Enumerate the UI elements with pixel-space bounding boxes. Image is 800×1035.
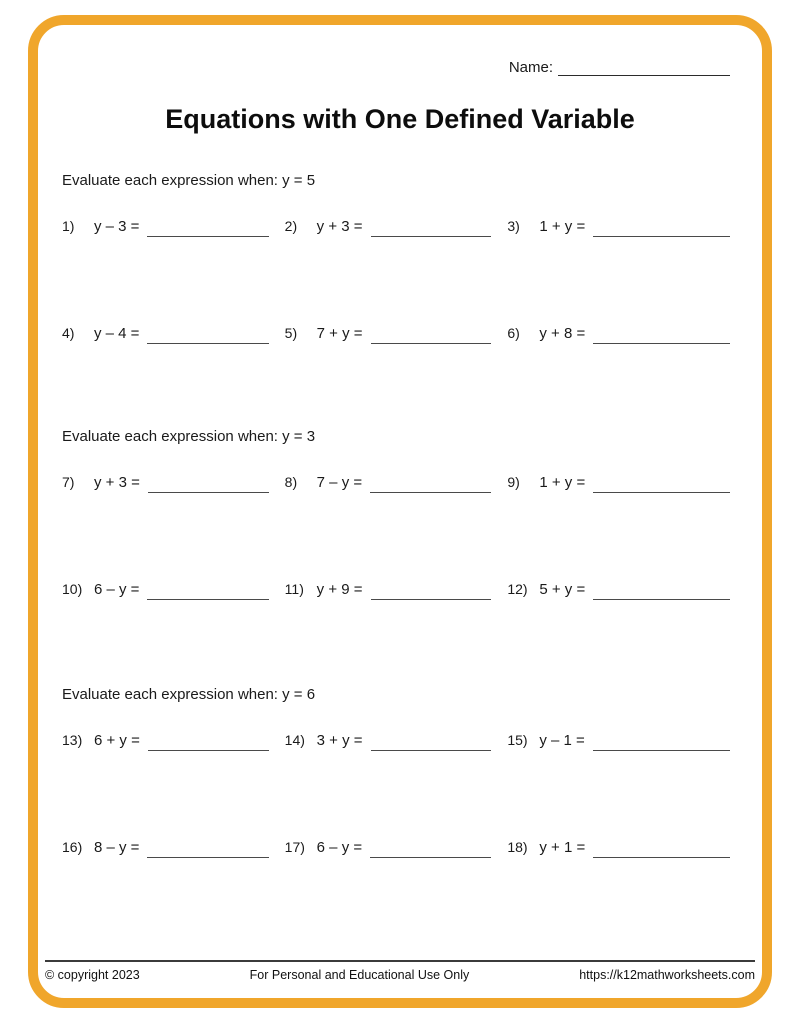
problem-expression: y + 3 = <box>94 474 140 491</box>
problem-expression: 6 – y = <box>316 839 363 856</box>
footer <box>45 960 755 982</box>
answer-blank[interactable] <box>593 731 730 751</box>
problem-4 <box>62 318 285 344</box>
answer-blank[interactable] <box>593 324 730 344</box>
problem-7 <box>62 467 285 493</box>
problem-13 <box>62 725 285 751</box>
problem-expression: 5 + y = <box>539 581 586 598</box>
problem-number: 12) <box>507 581 528 597</box>
problem-2 <box>285 211 508 237</box>
problem-6 <box>507 318 730 344</box>
problem-expression: y – 1 = <box>539 732 585 749</box>
problem-number: 3) <box>507 218 520 234</box>
problem-5 <box>285 318 508 344</box>
problem-12 <box>507 574 730 600</box>
problem-number: 11) <box>284 581 304 597</box>
problem-number: 8) <box>284 474 298 490</box>
answer-blank[interactable] <box>148 731 269 751</box>
problem-expression: 1 + y = <box>539 474 586 491</box>
problem-expression: 7 + y = <box>316 325 363 342</box>
problem-number: 10) <box>62 581 83 597</box>
section-y-equals-3 <box>62 428 730 600</box>
problem-number: 18) <box>507 839 528 855</box>
problem-number: 9) <box>507 474 520 490</box>
problem-row <box>62 211 730 237</box>
answer-blank[interactable] <box>147 217 268 237</box>
problem-expression: 8 – y = <box>94 839 140 856</box>
problem-number: 1) <box>62 218 75 234</box>
problem-3 <box>507 211 730 237</box>
problem-expression: 1 + y = <box>539 218 586 235</box>
answer-blank[interactable] <box>147 838 268 858</box>
problem-18 <box>507 832 730 858</box>
section-y-equals-5 <box>62 172 730 344</box>
problem-17 <box>285 832 508 858</box>
name-blank[interactable] <box>558 57 730 76</box>
problem-row <box>62 467 730 493</box>
problem-expression: 3 + y = <box>316 732 363 749</box>
problem-number: 7) <box>62 474 75 490</box>
problem-row <box>62 318 730 344</box>
name-label: Name: <box>508 59 553 76</box>
answer-blank[interactable] <box>593 217 730 237</box>
problem-number: 14) <box>284 732 305 748</box>
problem-number: 2) <box>284 218 298 234</box>
footer-url: https://k12mathworksheets.com <box>579 968 755 982</box>
problem-expression: y + 8 = <box>539 325 586 342</box>
section-instruction: Evaluate each expression when: y = 5 <box>62 172 316 189</box>
answer-blank[interactable] <box>370 473 491 493</box>
footer-copyright: © copyright 2023 <box>45 968 140 982</box>
problem-1 <box>62 211 285 237</box>
answer-blank[interactable] <box>147 580 268 600</box>
answer-blank[interactable] <box>371 217 492 237</box>
problem-expression: 7 – y = <box>316 474 363 491</box>
section-instruction: Evaluate each expression when: y = 6 <box>62 686 316 703</box>
problem-number: 17) <box>284 839 305 855</box>
problem-number: 13) <box>62 732 83 748</box>
problem-number: 15) <box>507 732 528 748</box>
problem-number: 6) <box>507 325 520 341</box>
problem-expression: y + 9 = <box>316 581 363 598</box>
problem-11 <box>285 574 508 600</box>
answer-blank[interactable] <box>593 473 730 493</box>
footer-usage: For Personal and Educational Use Only <box>249 968 470 982</box>
problem-number: 5) <box>284 325 298 341</box>
problem-15 <box>507 725 730 751</box>
section-y-equals-6 <box>62 686 730 858</box>
problem-expression: 6 + y = <box>94 732 140 749</box>
answer-blank[interactable] <box>593 580 730 600</box>
answer-blank[interactable] <box>148 473 269 493</box>
answer-blank[interactable] <box>370 838 491 858</box>
answer-blank[interactable] <box>371 324 492 344</box>
answer-blank[interactable] <box>371 580 492 600</box>
problem-row <box>62 574 730 600</box>
answer-blank[interactable] <box>147 324 268 344</box>
problem-16 <box>62 832 285 858</box>
problem-row <box>62 725 730 751</box>
problem-expression: y + 1 = <box>539 839 586 856</box>
problem-expression: 6 – y = <box>94 581 140 598</box>
problem-expression: y + 3 = <box>316 218 363 235</box>
problem-number: 16) <box>62 839 83 855</box>
problem-14 <box>285 725 508 751</box>
problem-8 <box>285 467 508 493</box>
problem-10 <box>62 574 285 600</box>
answer-blank[interactable] <box>593 838 730 858</box>
page-title: Equations with One Defined Variable <box>165 104 635 134</box>
problem-expression: y – 3 = <box>94 218 140 235</box>
name-row <box>509 57 730 76</box>
problem-expression: y – 4 = <box>94 325 140 342</box>
problem-9 <box>507 467 730 493</box>
section-instruction: Evaluate each expression when: y = 3 <box>62 428 316 445</box>
problem-number: 4) <box>62 325 75 341</box>
problem-row <box>62 832 730 858</box>
answer-blank[interactable] <box>371 731 492 751</box>
